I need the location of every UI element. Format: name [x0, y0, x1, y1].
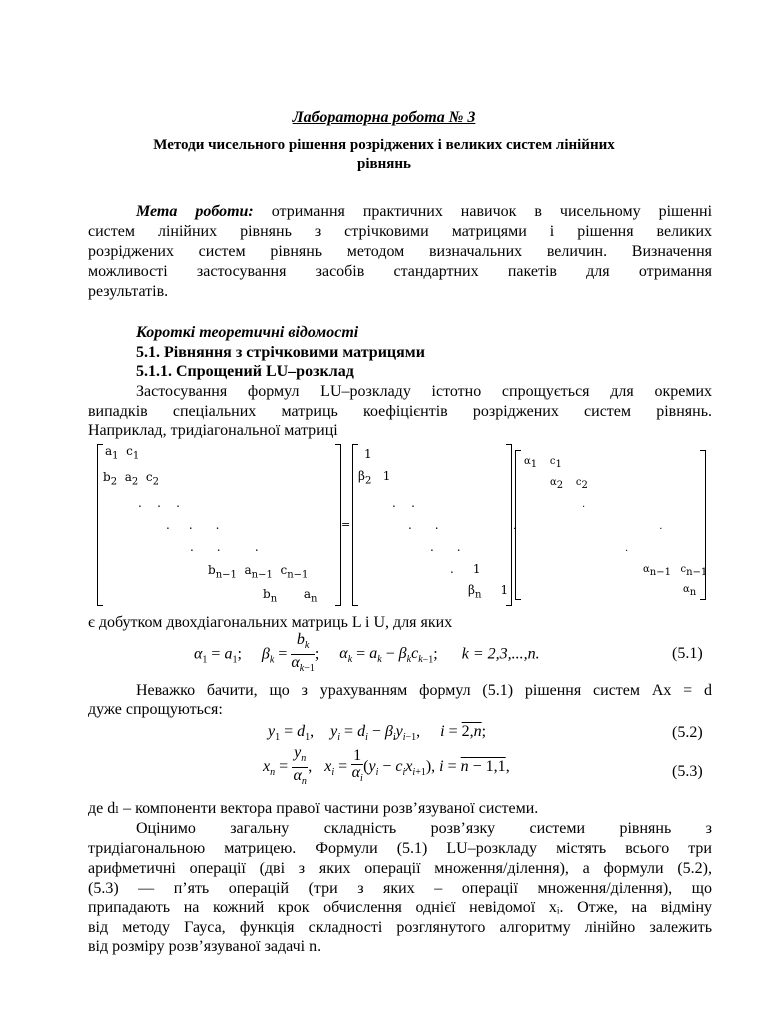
- goal-line-2: систем лінійних рівнянь з стрічковими матрицями і рішення великих: [88, 223, 712, 240]
- matrix-a-left-bracket: [97, 444, 103, 606]
- matrix-a-row2: $b_2$ $a_2$ $c_2$: [103, 470, 159, 488]
- subsection-heading: 5.1.1. Спрощений LU–розклад: [136, 363, 354, 380]
- goal-line-5: результатів.: [88, 283, 169, 300]
- where-line: де dₗ – компоненти вектора правої частини розв’язуваної системи.: [88, 800, 539, 817]
- matrix-u-row2: $\alpha_2$ $c_2$: [550, 477, 588, 491]
- eq1-k-range: k = 2,3,...,n.: [461, 645, 540, 663]
- eq-label-5-3: (5.3): [672, 763, 703, 780]
- p3-line-5: припадають на кожний крок обчислення однієї невідомої xᵢ. Отже, на відміну: [88, 899, 712, 916]
- matrix-a-dots-3: . . .: [190, 540, 259, 554]
- p2-line-1: Неважко бачити, що з урахуванням формул (5.1) рішення систем Ax = d: [136, 682, 712, 699]
- matrix-l-dots-3: . .: [430, 540, 461, 554]
- matrix-a-dots-1: . . .: [138, 496, 180, 510]
- matrix-a-row-n-1: $b_{n-1}$ $a_{n-1}$ $c_{n-1}$: [208, 563, 309, 581]
- eq-label-5-1: (5.1): [672, 645, 703, 662]
- p3-line-2: тридіагональною матрицею. Формули (5.1) LU–розкладу містять всього три: [88, 840, 712, 857]
- p1-line-1: Застосування формул LU–розкладу істотно спрощується для окремих: [136, 383, 712, 400]
- equals-sign: =: [341, 518, 351, 531]
- goal-line-4: можливості застосування засобів стандартних пакетів для отримання: [88, 263, 712, 280]
- equation-5-2: $y_1 = d_1$, $y_i = d_i - \beta_iy_{i-1}$, i = 2,n;: [268, 723, 487, 744]
- p1-line-3: Наприклад, тридіагональної матриці: [88, 422, 338, 439]
- matrix-u-dots-2: . .: [513, 521, 663, 532]
- matrix-l-dots-2: . .: [408, 518, 439, 532]
- matrix-a-row-n: $b_n$ $a_n$: [263, 587, 318, 605]
- matrix-l-row-n-1: . 1: [450, 562, 481, 576]
- matrix-u-row-n: $\alpha_n$: [683, 584, 697, 598]
- matrix-a-row1: $a_1$ $c_1$: [105, 444, 140, 462]
- matrix-l-row1: 1: [364, 447, 372, 461]
- p3-line-1: Оцінимо загальну складність розв’язку системи рівнянь з: [136, 820, 712, 837]
- equation-5-3: $x_n$ = $\frac{y_n}{\alpha_n}$ , $x_i$ = $\frac{1}{\alpha_i}$ $(y_i - c_ix_{i+1})$, i = n − 1,1,: [263, 743, 510, 788]
- section-heading: 5.1. Рівняння з стрічковими матрицями: [136, 344, 425, 361]
- matrix-u-dots-1: .: [582, 499, 586, 510]
- theory-heading: Короткі теоретичні відомості: [136, 324, 359, 341]
- eq-label-5-2: (5.2): [672, 724, 703, 741]
- p3-line-3: арифметичні операції (дві з яких операції множення/ділення), а формули (5.2),: [88, 860, 712, 877]
- matrix-u-row1: $\alpha_1$ $c_1$: [524, 456, 562, 470]
- p2-line-2: дуже спрощуються:: [88, 701, 223, 718]
- p3-line-7: від розміру розв’язуваної задачі n.: [88, 938, 322, 955]
- matrix-l-row-n: $\beta_n$ 1: [468, 583, 509, 601]
- equation-5-1: $\alpha_1 = a_1$; $\beta_k$ = $\frac{b_k}{\alpha_{k-1}}$ ; $\alpha_k = a_k - \beta_kc_{k-1}$; k = 2,3,...,n.: [194, 631, 540, 675]
- matrix-u-row-n-1: $\alpha_{n-1}$ $c_{n-1}$: [643, 564, 708, 578]
- p3-line-4: (5.3) — п’ять операцій (три з яких – операції множення/ділення), що: [88, 880, 712, 897]
- matrix-l-right-bracket: [506, 444, 512, 606]
- subtitle-line-1: Методи чисельного рішення розріджених і великих систем лінійних: [153, 137, 615, 153]
- p1-line-2: випадків спеціальних матриць коефіцієнтів розріджених систем рівнянь.: [88, 403, 712, 420]
- matrix-l-dots-1: . .: [392, 496, 415, 510]
- matrix-u-dots-3: .: [625, 543, 629, 554]
- goal-line-1: Мета роботи: отримання практичних навичок в чисельному рішенні: [136, 203, 713, 220]
- after-matrix-text: є добутком двохдіагональних матриць L і U, для яких: [88, 614, 453, 631]
- page-title: Лабораторна робота № 3: [292, 109, 476, 126]
- goal-line-3: розріджених систем рівнянь методом визначальних величин. Визначення: [88, 243, 712, 260]
- subtitle-line-2: рівнянь: [357, 156, 411, 172]
- matrix-a-dots-2: . . .: [166, 518, 220, 532]
- p3-line-6: від методу Гауса, функція складності розглянутого алгоритму лінійно залежить: [88, 919, 712, 936]
- matrix-l-row2: $\beta_2$ 1: [358, 469, 391, 487]
